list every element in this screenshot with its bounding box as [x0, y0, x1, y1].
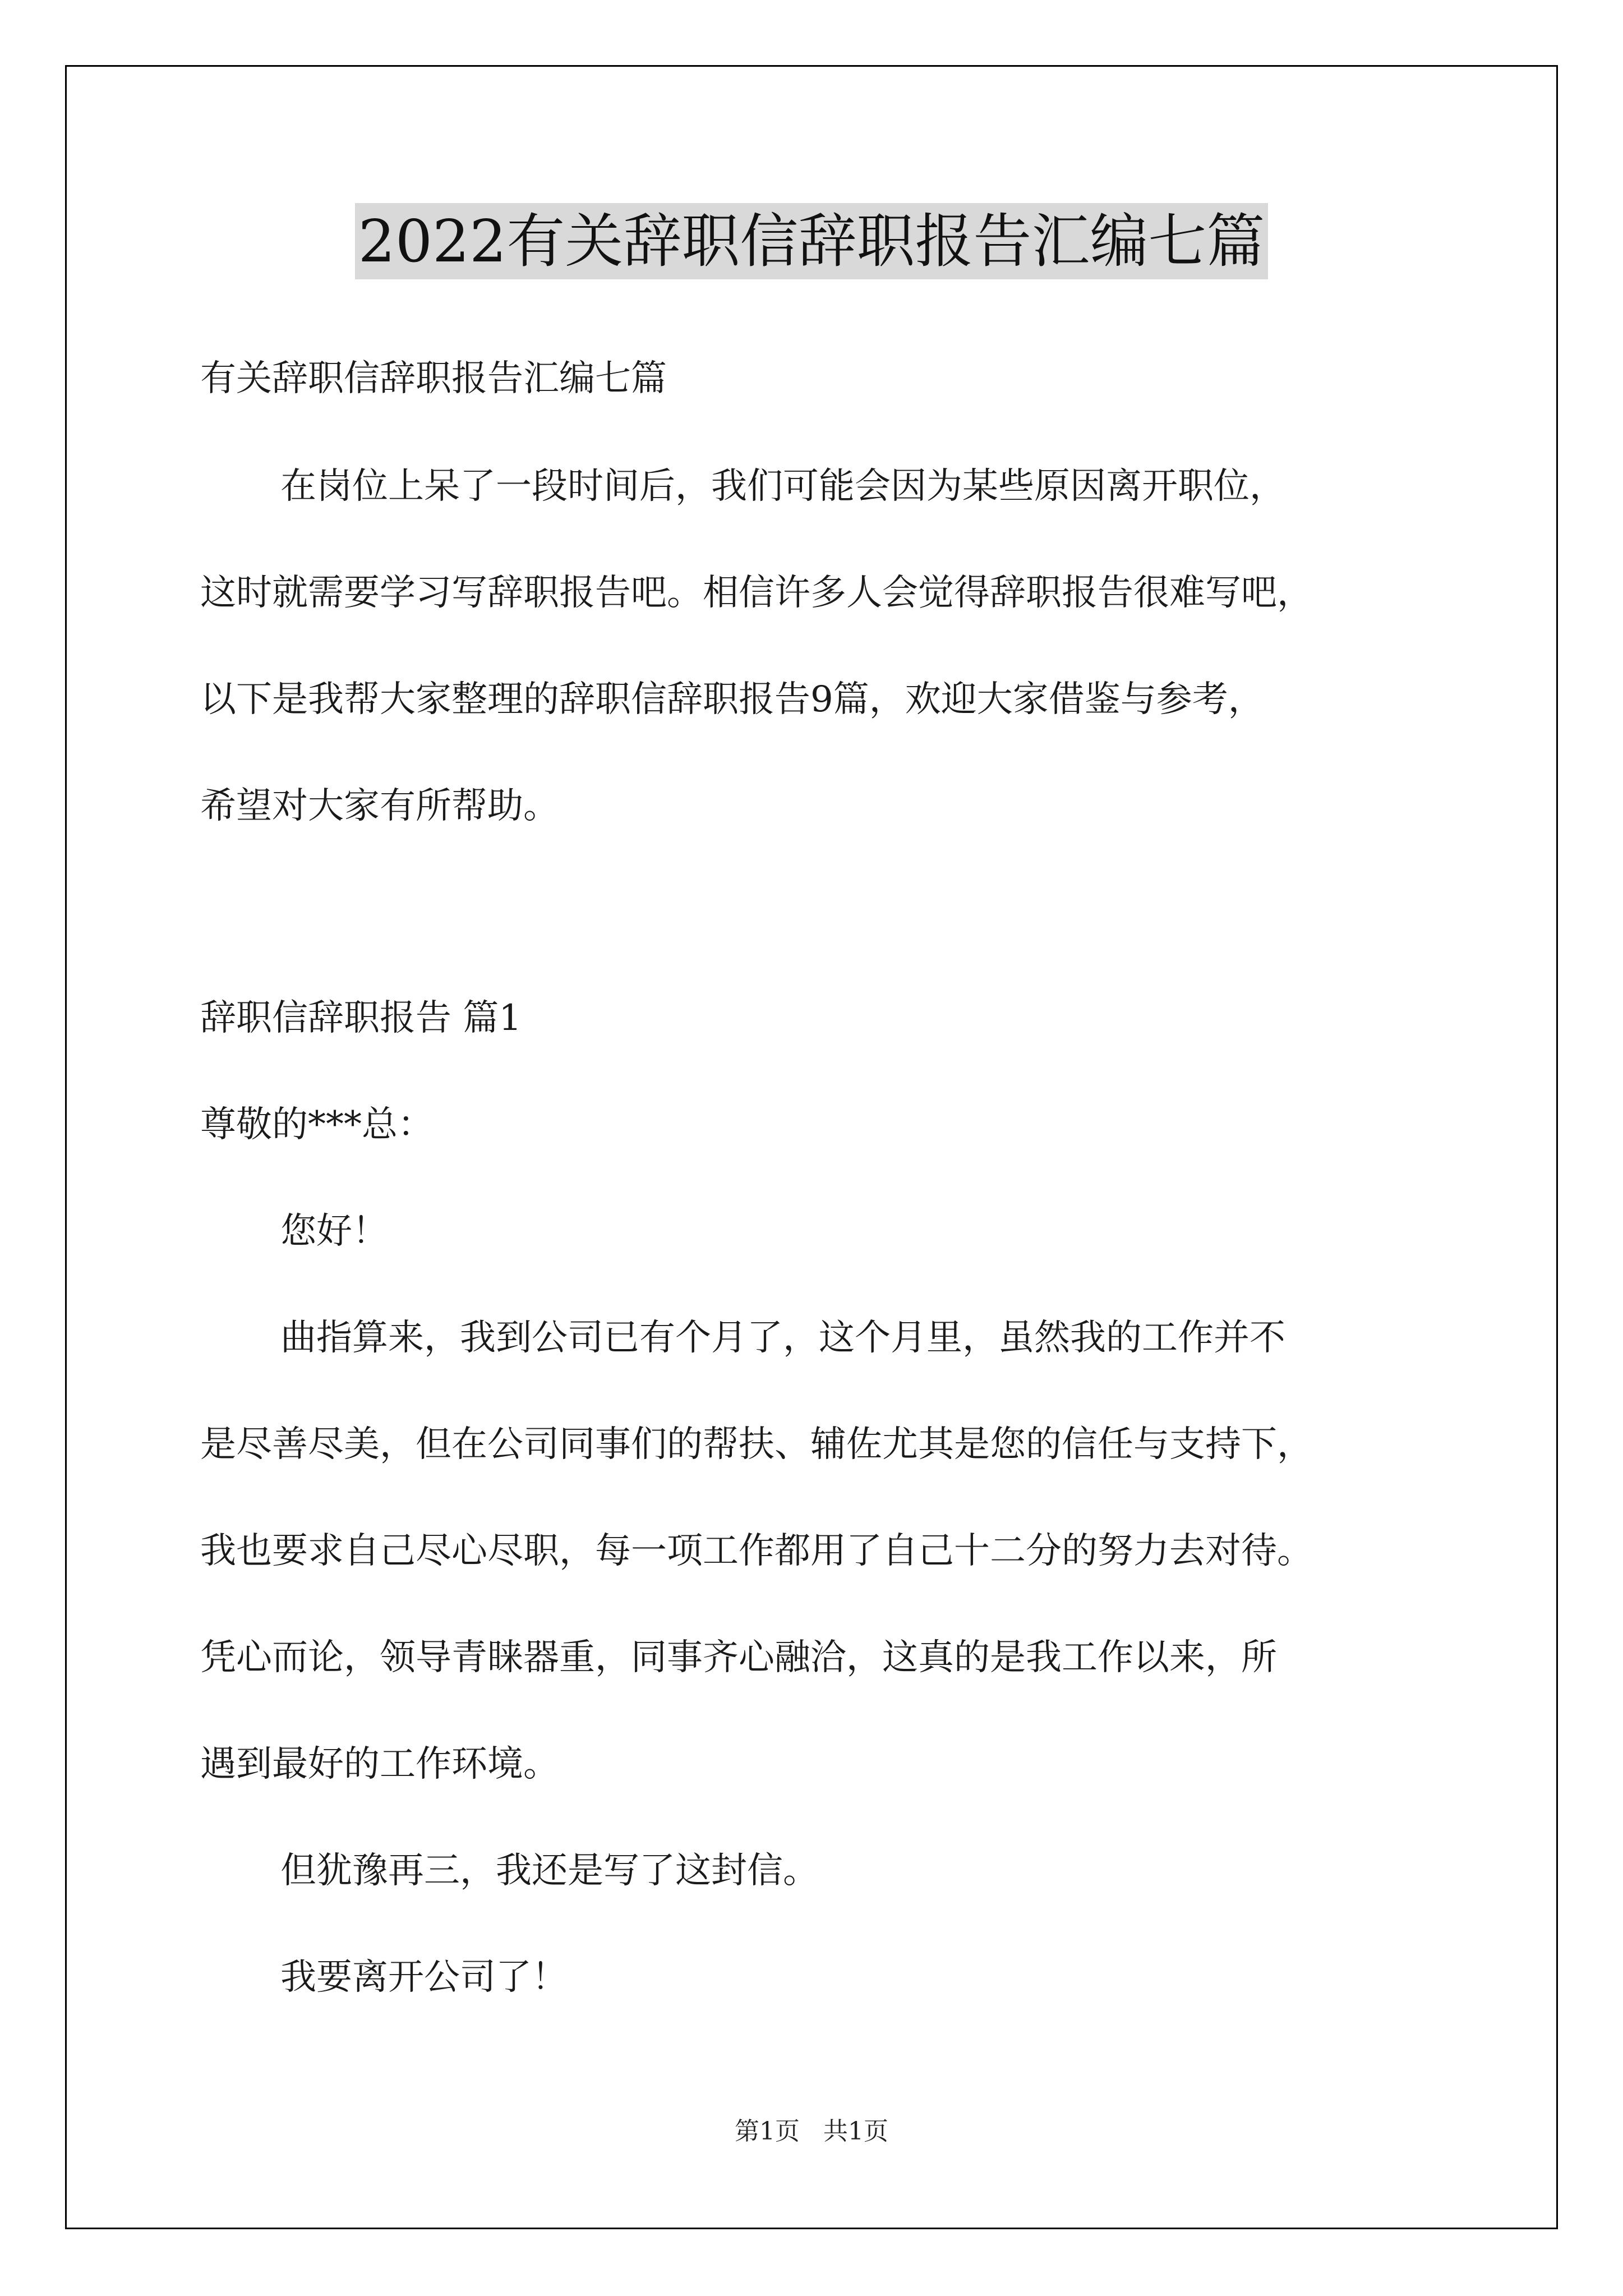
page-number-total: 共1页: [823, 2117, 888, 2146]
section-heading: 辞职信辞职报告 篇1: [200, 997, 522, 1039]
page-footer: [0, 2116, 1623, 2147]
page-number-current: 第1页: [735, 2117, 800, 2146]
greeting: 您好！: [280, 1211, 388, 1252]
body-line-4: 凭心而论，领导青睐器重，同事齐心融洽，这真的是我工作以来，所: [200, 1637, 1277, 1678]
body-line-1: 曲指算来，我到公司已有个月了，这个月里，虽然我的工作并不: [280, 1317, 1285, 1359]
document-title: 2022有关辞职信辞职报告汇编七篇: [355, 203, 1269, 279]
document-subtitle: 有关辞职信辞职报告汇编七篇: [200, 358, 667, 399]
body-paragraph-3: 我要离开公司了！: [280, 1957, 568, 1998]
intro-line-4: 希望对大家有所帮助。: [200, 785, 559, 827]
body-line-3: 我也要求自己尽心尽职，每一项工作都用了自己十二分的努力去对待。: [200, 1530, 1313, 1572]
salutation: 尊敬的***总：: [200, 1104, 434, 1145]
intro-line-1: 在岗位上呆了一段时间后，我们可能会因为某些原因离开职位，: [280, 466, 1285, 507]
body-line-2: 是尽善尽美，但在公司同事们的帮扶、辅佐尤其是您的信任与支持下，: [200, 1424, 1313, 1465]
body-line-5: 遇到最好的工作环境。: [200, 1743, 559, 1785]
intro-line-2: 这时就需要学习写辞职报告吧。相信许多人会觉得辞职报告很难写吧，: [200, 572, 1313, 614]
intro-line-3: 以下是我帮大家整理的辞职信辞职报告9篇，欢迎大家借鉴与参考，: [200, 679, 1264, 720]
body-paragraph-2: 但犹豫再三，我还是写了这封信。: [280, 1850, 819, 1892]
title-container: [0, 203, 1623, 279]
